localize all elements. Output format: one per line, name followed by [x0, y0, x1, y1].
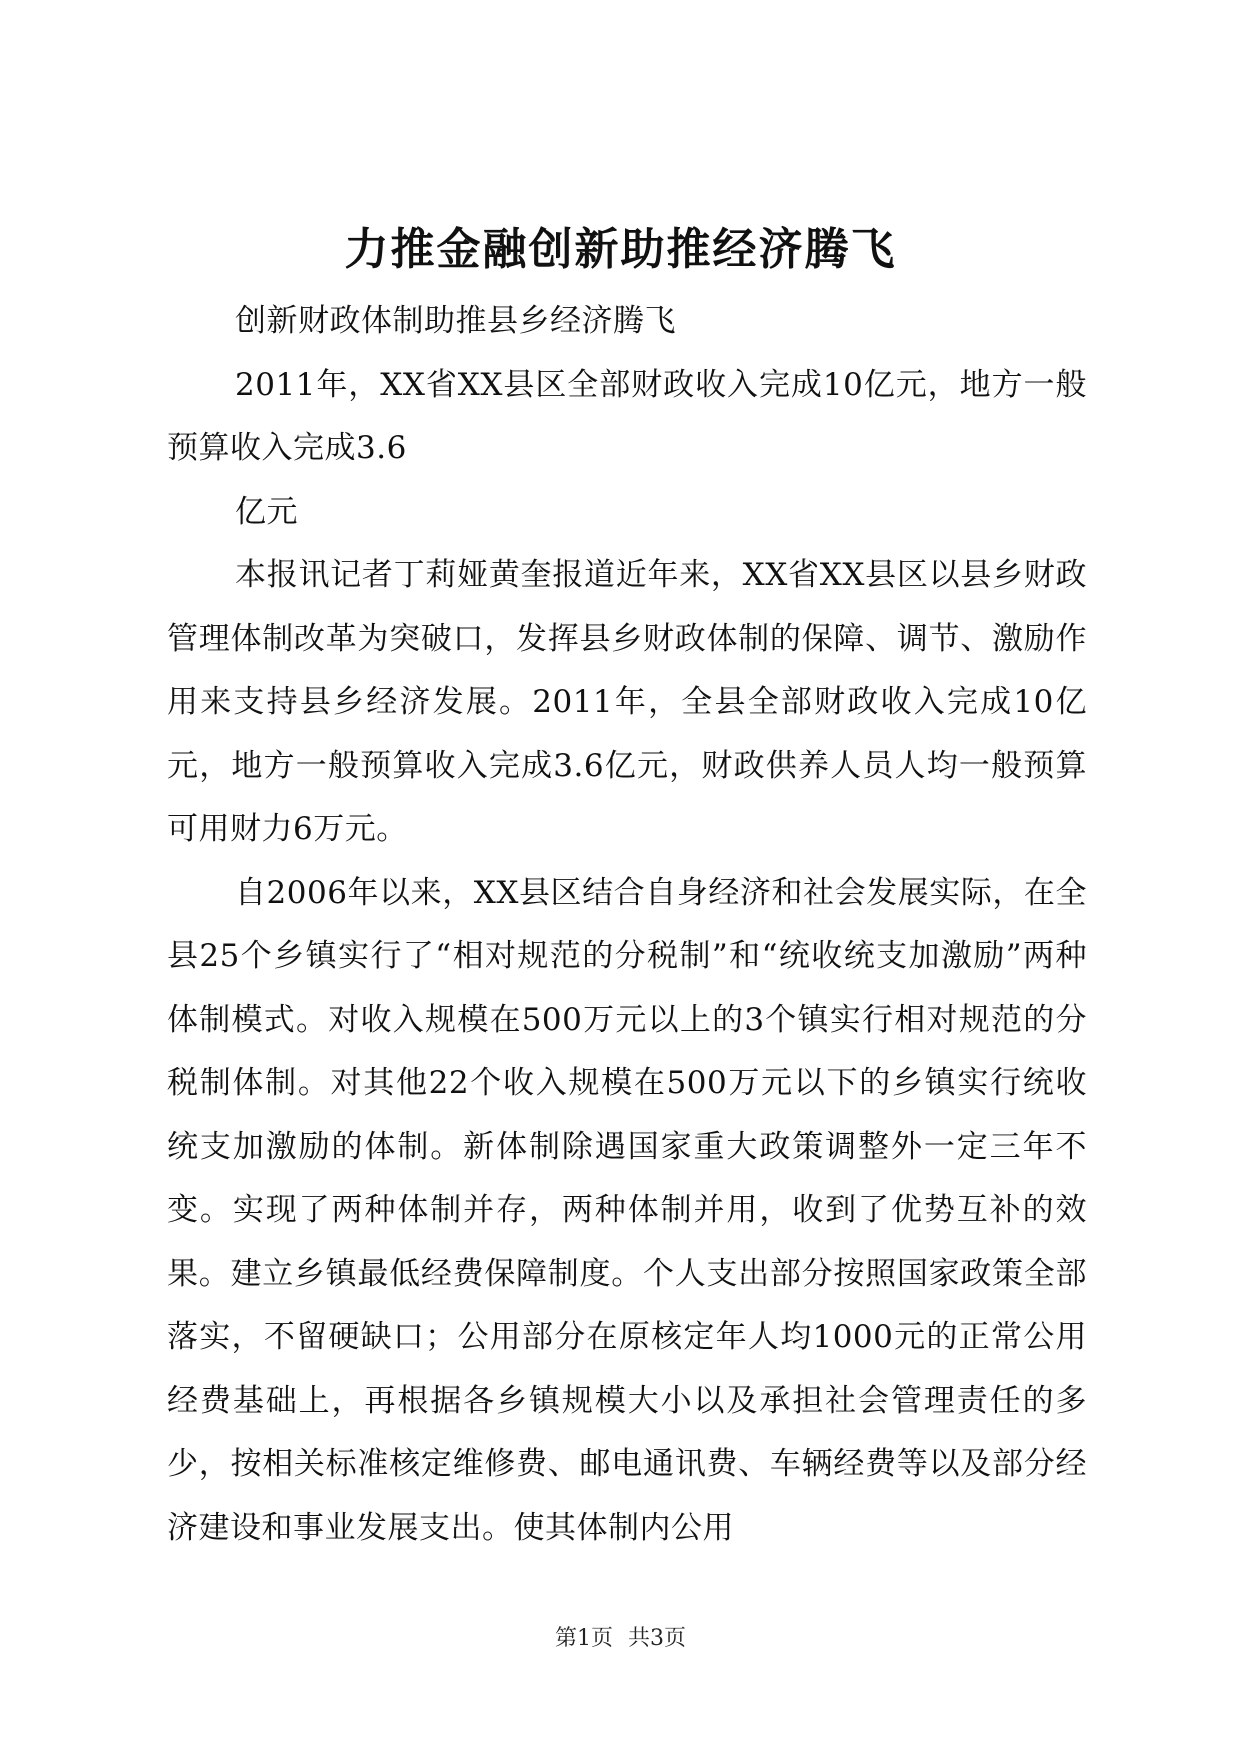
paragraph-summary-unit: 亿元 [235, 493, 298, 530]
paragraph-summary: 2011年，XX省XX县区全部财政收入完成10亿元，地方一般预算收入完成3.6 [167, 366, 1087, 466]
paragraph-subtitle: 创新财政体制助推县乡经济腾飞 [235, 303, 676, 339]
document-body [167, 290, 1087, 1560]
paragraph-report-detail: 自2006年以来，XX县区结合自身经济和社会发展实际，在全县25个乡镇实行了“相对规范的分税制”和“统收统支加激励”两种体制模式。对收入规模在500万元以上的3个镇实行相对规范的分税制体制。对其他22个收入规模在500万元以下的乡镇实行统收统支加激励的体制。新体制除遇国家重大政策调整外一定三年不变。实现了两种体制并存，两种体制并用，收到了优势互补的效果。建立乡镇最低经费保障制度。个人支出部分按照国家政策全部落实，不留硬缺口；公用部分在原核定年人均1000元的正常公用经费基础上，再根据各乡镇规模大小以及承担社会管理责任的多少，按相关标准核定维修费、邮电通讯费、车辆经费等以及部分经济建设和事业发展支出。使其体制内公用 [167, 874, 1087, 1546]
page-footer [0, 1624, 1241, 1654]
paragraph-report-intro: 本报讯记者丁莉娅黄奎报道近年来，XX省XX县区以县乡财政管理体制改革为突破口，发挥县乡财政体制的保障、调节、激励作用来支持县乡经济发展。2011年，全县全部财政收入完成10亿元，地方一般预算收入完成3.6亿元，财政供养人员人均一般预算可用财力6万元。 [167, 557, 1087, 847]
page-total: 共3页 [628, 1626, 686, 1651]
page-number: 第1页 [555, 1626, 613, 1651]
document-title: 力推金融创新助推经济腾飞 [344, 224, 897, 275]
